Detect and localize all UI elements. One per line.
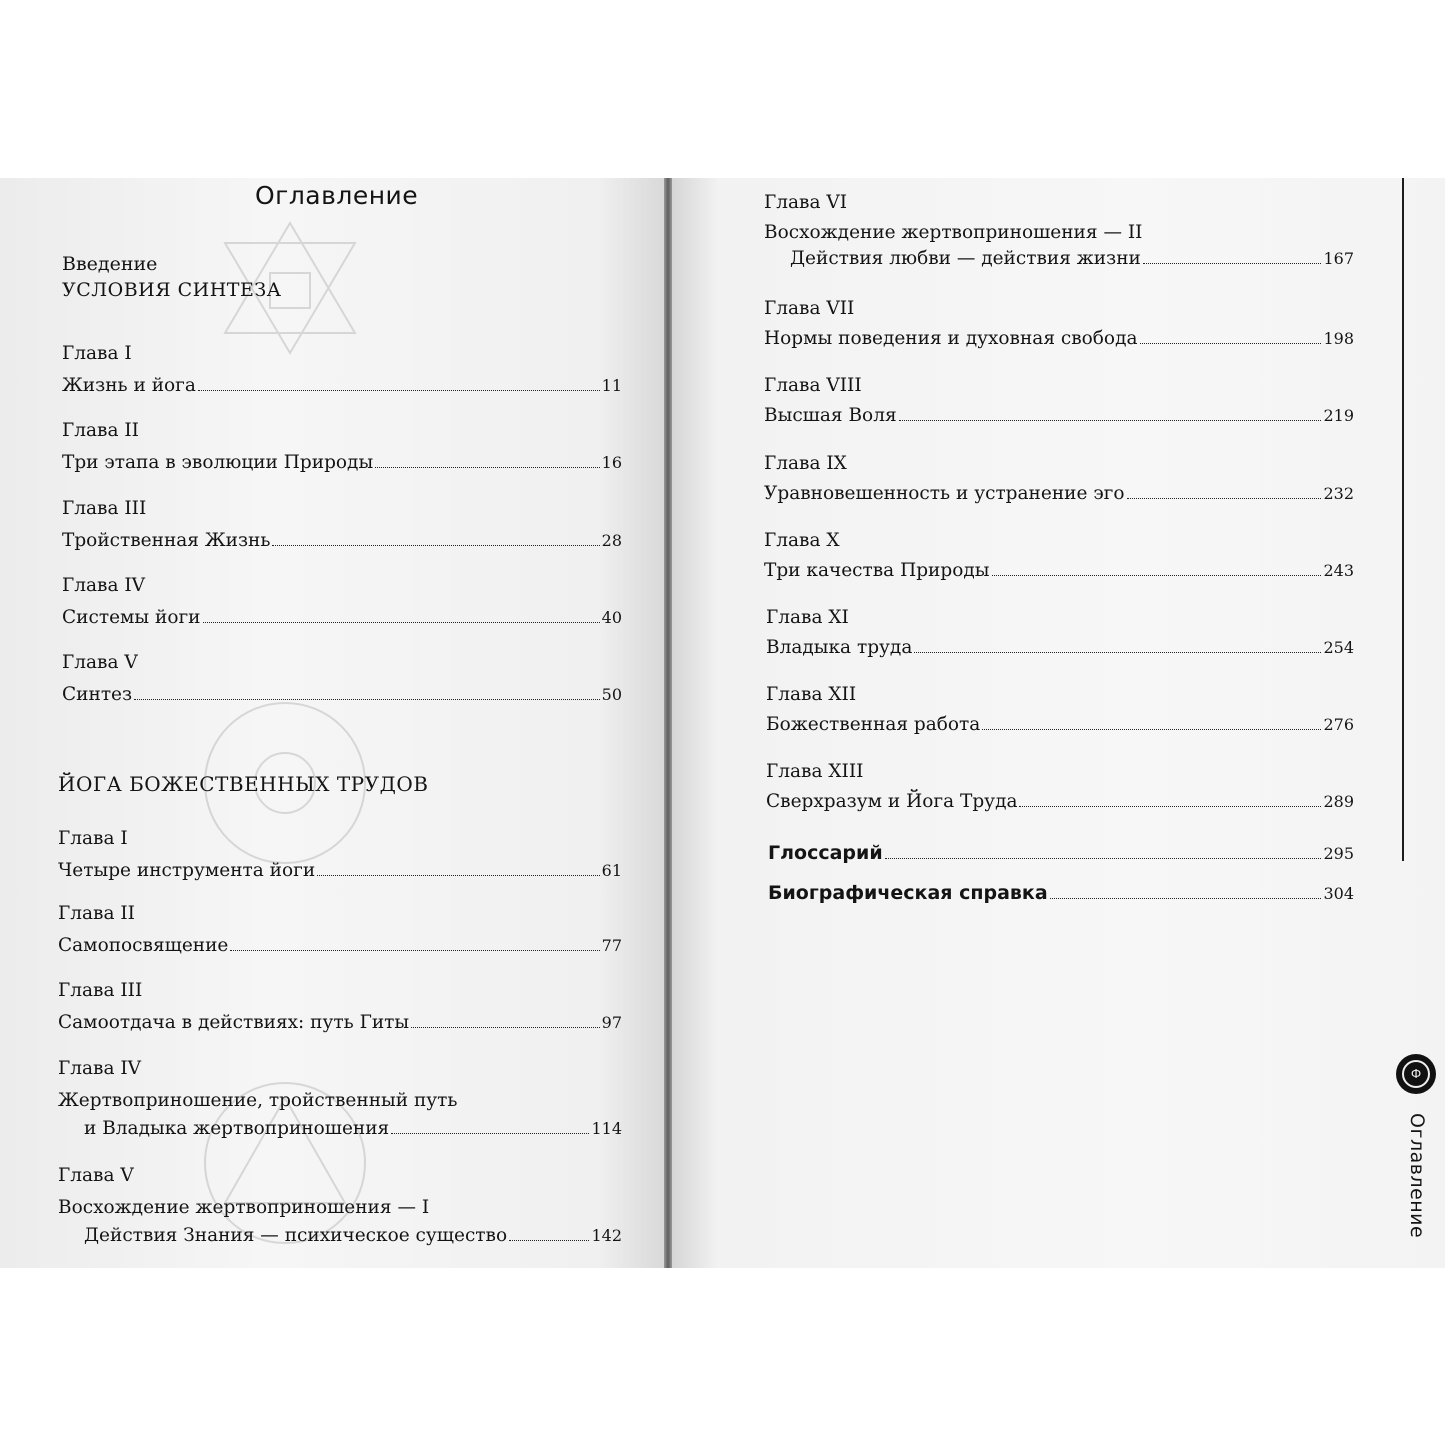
chapter-title: Синтез — [62, 684, 133, 705]
chapter-title-line1: Восхождение жертвоприношения — II — [764, 222, 1143, 243]
toc-entry-bio — [768, 882, 1354, 912]
chapter-title: Божественная работа — [766, 714, 981, 735]
publisher-logo-icon — [1396, 1054, 1436, 1094]
chapter-label: Глава II — [62, 420, 139, 441]
page-number: 219 — [1323, 406, 1354, 425]
chapter-label: Глава IX — [764, 453, 847, 474]
part1-title: УСЛОВИЯ СИНТЕЗА — [62, 279, 282, 301]
chapter-label: Глава I — [58, 828, 128, 849]
page-number: 97 — [601, 1013, 622, 1032]
toc-entry-ch6 — [764, 192, 1354, 274]
toc-entry-p1-ch1 — [62, 343, 622, 401]
margin-rule — [1402, 178, 1404, 861]
book-gutter — [664, 178, 672, 1268]
bio-title: Биографическая справка — [768, 882, 1048, 904]
leader-dots — [391, 1133, 589, 1134]
leader-dots — [1050, 898, 1322, 899]
toc-entry-ch11 — [766, 607, 1354, 663]
chapter-label: Глава V — [58, 1165, 134, 1186]
toc-entry-p2-ch3 — [58, 980, 622, 1038]
chapter-label: Глава VIII — [764, 375, 862, 396]
leader-dots — [1127, 498, 1322, 499]
toc-entry-ch7 — [764, 298, 1354, 354]
chapter-label: Глава III — [58, 980, 143, 1001]
toc-entry-ch8 — [764, 375, 1354, 431]
page-number: 142 — [591, 1226, 622, 1245]
chapter-label: Глава II — [58, 903, 135, 924]
leader-dots — [198, 390, 600, 391]
toc-entry-p2-ch5 — [58, 1165, 622, 1251]
leader-dots — [992, 575, 1322, 576]
page-number: 61 — [601, 861, 622, 880]
page-number: 16 — [601, 453, 622, 472]
logo-glyph: Ф — [1402, 1060, 1430, 1088]
chapter-title-line2: Действия любви — действия жизни — [790, 248, 1141, 269]
chapter-title: Уравновешенность и устранение эго — [764, 483, 1125, 504]
chapter-title: Системы йоги — [62, 607, 201, 628]
chapter-label: Глава X — [764, 530, 840, 551]
page-number: 11 — [601, 376, 622, 395]
toc-entry-ch13 — [766, 761, 1354, 817]
leader-dots — [317, 875, 599, 876]
chapter-title: Сверхразум и Йога Труда — [766, 791, 1018, 812]
toc-entry-p2-ch1 — [58, 828, 622, 886]
chapter-title: Четыре инструмента йоги — [58, 860, 316, 881]
chapter-label: Глава IV — [58, 1058, 142, 1079]
chapter-title-line1: Восхождение жертвоприношения — I — [58, 1197, 430, 1218]
right-page — [672, 178, 1445, 1268]
toc-entry-ch9 — [764, 453, 1354, 509]
toc-entry-p1-ch3 — [62, 498, 622, 556]
part1-intro: Введение — [62, 253, 158, 275]
toc-entry-p1-ch4 — [62, 575, 622, 633]
page-number: 28 — [601, 531, 622, 550]
chapter-title: Высшая Воля — [764, 405, 897, 426]
page-number: 289 — [1323, 792, 1354, 811]
leader-dots — [885, 858, 1322, 859]
page-number: 304 — [1323, 884, 1354, 903]
chapter-title: Три этапа в эволюции Природы — [62, 452, 374, 473]
chapter-label: Глава XI — [766, 607, 849, 628]
glossary-title: Глоссарий — [768, 842, 883, 864]
chapter-label: Глава XII — [766, 684, 857, 705]
toc-entry-ch10 — [764, 530, 1354, 586]
leader-dots — [899, 420, 1322, 421]
chapter-title: Тройственная Жизнь — [62, 530, 271, 551]
leader-dots — [1019, 806, 1321, 807]
leader-dots — [509, 1240, 589, 1241]
page-number: 243 — [1323, 561, 1354, 580]
page-number: 295 — [1323, 844, 1354, 863]
chapter-label: Глава I — [62, 343, 132, 364]
page-number: 198 — [1323, 329, 1354, 348]
chapter-title: Самоотдача в действиях: путь Гиты — [58, 1012, 410, 1033]
chapter-title-line1: Жертвоприношение, тройственный путь — [58, 1090, 458, 1111]
page-number: 50 — [601, 685, 622, 704]
toc-entry-p1-ch5 — [62, 652, 622, 710]
leader-dots — [1140, 343, 1322, 344]
chapter-title-line2: Действия Знания — психическое существо — [84, 1225, 508, 1246]
chapter-label: Глава V — [62, 652, 138, 673]
leader-dots — [914, 652, 1321, 653]
toc-entry-glossary — [768, 842, 1354, 872]
toc-entry-p1-ch2 — [62, 420, 622, 478]
chapter-label: Глава III — [62, 498, 147, 519]
leader-dots — [411, 1027, 600, 1028]
leader-dots — [203, 622, 600, 623]
leader-dots — [375, 467, 599, 468]
chapter-title: Владыка труда — [766, 637, 913, 658]
toc-entry-p2-ch4 — [58, 1058, 622, 1144]
book-spread — [0, 178, 1445, 1268]
chapter-label: Глава VII — [764, 298, 855, 319]
left-page — [0, 178, 664, 1268]
leader-dots — [272, 545, 599, 546]
page-number: 114 — [591, 1119, 622, 1138]
leader-dots — [982, 729, 1321, 730]
chapter-label: Глава IV — [62, 575, 146, 596]
running-head-vertical: Оглавление — [1406, 1113, 1428, 1239]
part2-title: ЙОГА БОЖЕСТВЕННЫХ ТРУДОВ — [58, 772, 429, 796]
chapter-title: Самопосвящение — [58, 935, 229, 956]
part1-heading — [62, 253, 282, 301]
chapter-title: Нормы поведения и духовная свобода — [764, 328, 1138, 349]
leader-dots — [1143, 263, 1322, 264]
chapter-title: Жизнь и йога — [62, 375, 196, 396]
page-number: 232 — [1323, 484, 1354, 503]
leader-dots — [230, 950, 599, 951]
chapter-label: Глава VI — [764, 192, 848, 213]
leader-dots — [134, 699, 600, 700]
page-number: 276 — [1323, 715, 1354, 734]
page-number: 77 — [601, 936, 622, 955]
page-title: Оглавление — [255, 181, 419, 210]
page-number: 167 — [1323, 249, 1354, 268]
toc-entry-ch12 — [766, 684, 1354, 740]
page-number: 254 — [1323, 638, 1354, 657]
chapter-label: Глава XIII — [766, 761, 864, 782]
page-number: 40 — [601, 608, 622, 627]
toc-entry-p2-ch2 — [58, 903, 622, 961]
chapter-title: Три качества Природы — [764, 560, 990, 581]
chapter-title-line2: и Владыка жертвоприношения — [84, 1118, 390, 1139]
